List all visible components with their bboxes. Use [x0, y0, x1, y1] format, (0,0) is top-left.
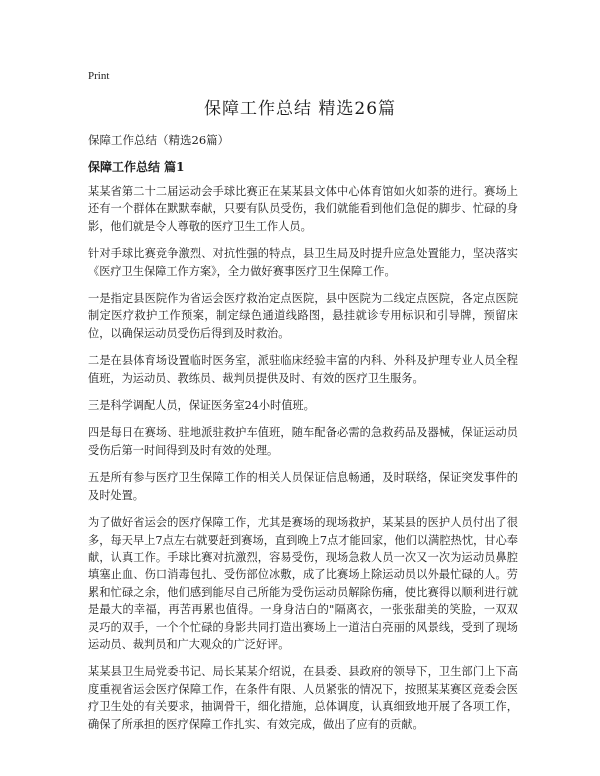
- paragraph: 某某省第二十二届运动会手球比赛正在某某县文体中心体育馆如火如荼的进行。赛场上还有一个群体在默默奉献，只要有队员受伤，我们就能看到他们急促的脚步、忙碌的身影，他们就是令人尊敬的医疗卫生工作人员。: [88, 185, 518, 233]
- paragraph: 某某县卫生局党委书记、局长某某介绍说，在县委、县政府的领导下，卫生部门上下高度重视省运会医疗保障工作，在条件有限、人员紧张的情况下，按照某某赛区竞委会医疗卫生处的有关要求，抽调骨干，细化措施，总体调度，认真细致地开展了各项工作，确保了所承担的医疗保障工作扎实、有效完成，做出了应有的贡献。: [88, 665, 518, 731]
- paragraph: 五是所有参与医疗卫生保障工作的相关人员保证信息畅通，及时联络，保证突发事件的及时处置。: [88, 471, 518, 502]
- paragraph: 二是在县体育场设置临时医务室，派驻临床经验丰富的内科、外科及护理专业人员全程值班，为运动员、教练员、裁判员提供及时、有效的医疗卫生服务。: [88, 354, 518, 385]
- paragraph: 一是指定县医院作为省运会医疗救治定点医院，县中医院为二线定点医院，各定点医院制定医疗救护工作预案，制定绿色通道线路图，悬挂就诊专用标识和引导牌，预留床位，以确保运动员受伤后得到及时救治。: [88, 292, 518, 340]
- article-body: [88, 183, 518, 743]
- print-link[interactable]: Print: [88, 70, 110, 82]
- section-heading: 保障工作总结 篇1: [88, 160, 185, 174]
- document-subtitle: 保障工作总结（精选26篇）: [88, 133, 230, 147]
- paragraph: 三是科学调配人员，保证医务室24小时值班。: [88, 399, 315, 413]
- paragraph: 针对手球比赛竞争激烈、对抗性强的特点，县卫生局及时提升应急处置能力，坚决落实《医疗卫生保障工作方案》，全力做好赛事医疗卫生保障工作。: [88, 247, 518, 278]
- page-title: 保障工作总结 精选26篇: [203, 99, 397, 119]
- paragraph: 为了做好省运会的医疗保障工作，尤其是赛场的现场救护，某某县的医护人员付出了很多，每天早上7点左右就要赶到赛场，直到晚上7点才能回家，他们以满腔热忱，甘心奉献，认真工作。手球比赛对抗激烈，容易受伤，现场急救人员一次又一次为运动员鼻腔填塞止血、伤口消毒包扎、受伤部位冰敷，成了比赛场上除运动员以外最忙碌的人。劳累和忙碌之余，他们感到能尽自己所能为受伤运动员解除伤痛，使比赛得以顺利进行就是最大的幸福，再苦再累也值得。一身身洁白的"隔离衣，一张张甜美的笑脸，一双双灵巧的双手，一个个忙碌的身影共同打造出赛场上一道洁白亮丽的风景线，受到了现场运动员、裁判员和广大观众的广泛好评。: [88, 516, 518, 651]
- paragraph: 四是每日在赛场、驻地派驻救护车值班，随车配备必需的急救药品及器械，保证运动员受伤后第一时间得到及时有效的处理。: [88, 426, 518, 457]
